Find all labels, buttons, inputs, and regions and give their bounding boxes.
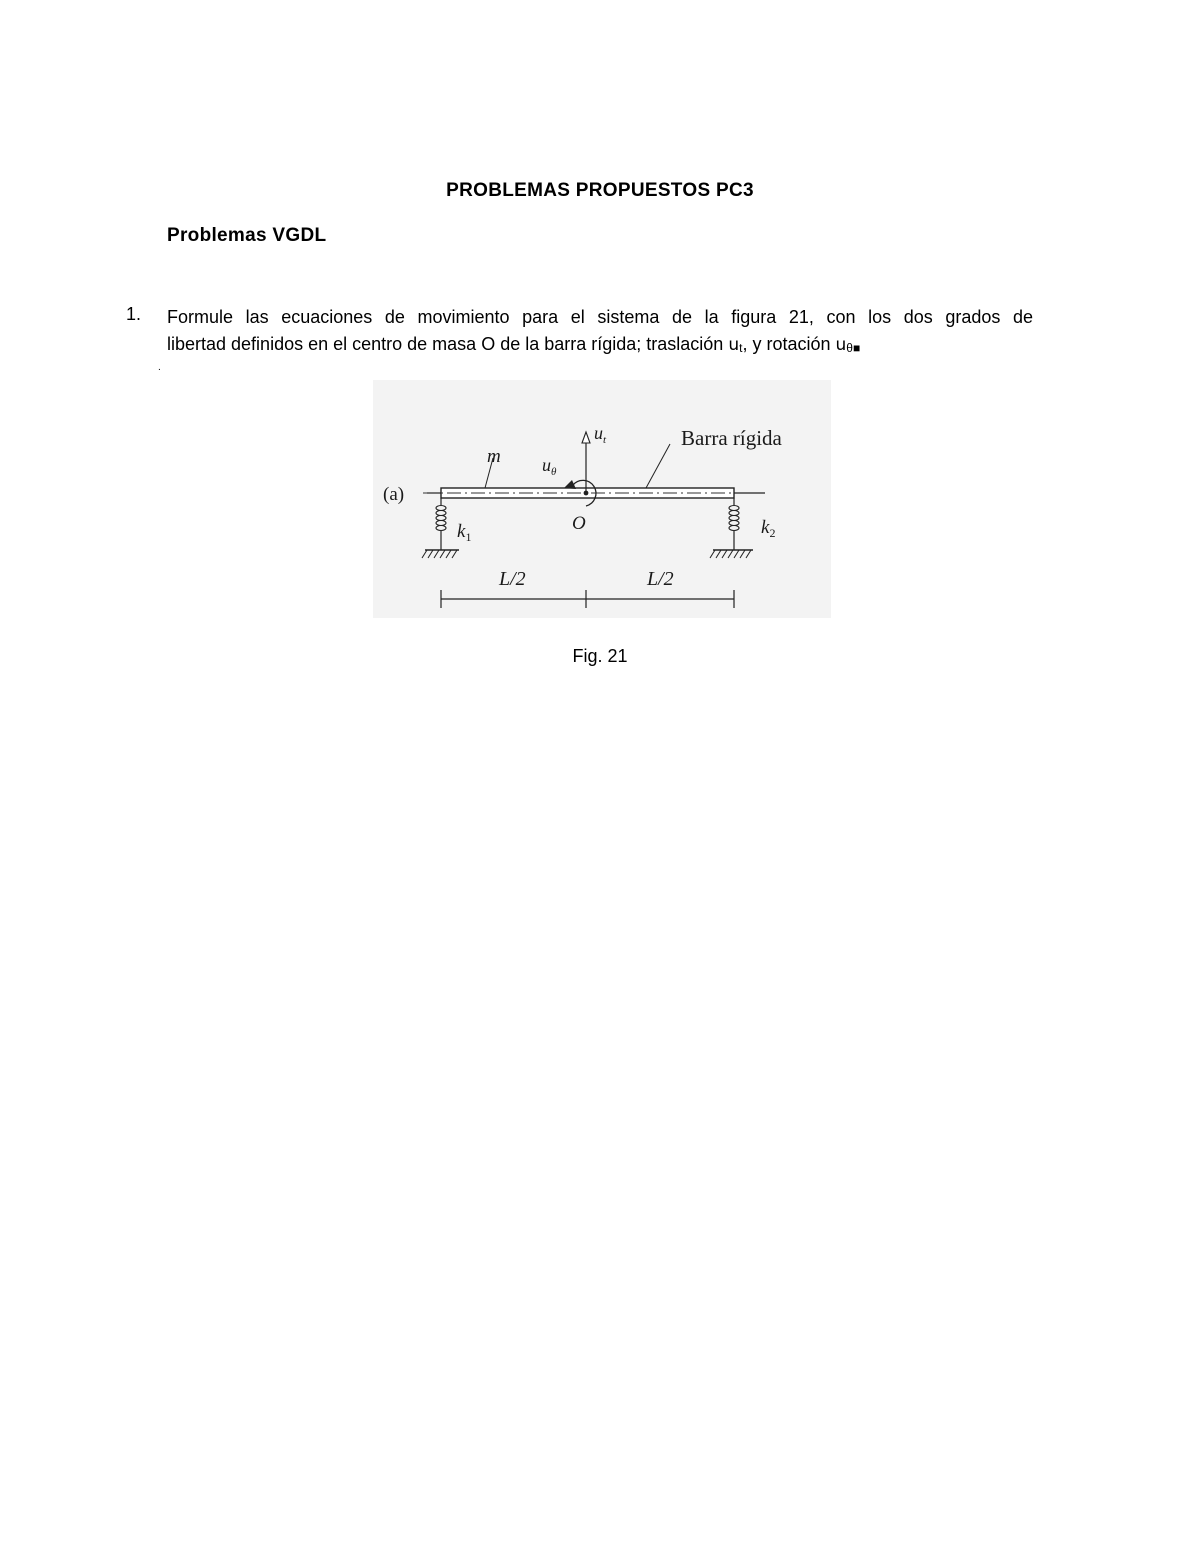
- label-k1-main: k: [457, 521, 466, 542]
- spring-k1: [422, 498, 459, 558]
- problem-line-2-part-a: libertad definidos en el centro de masa O de la barra rígida; traslación: [167, 334, 729, 354]
- u-symbol-rotation: u: [835, 335, 847, 355]
- label-k2: [761, 517, 775, 540]
- label-barra-rigida: Barra rígida: [681, 426, 782, 450]
- stray-dot: .: [158, 362, 161, 373]
- label-u-theta: [542, 455, 557, 478]
- label-k1-sub: 1: [465, 530, 472, 544]
- problem-line-2: [167, 331, 1033, 362]
- label-a: (a): [383, 484, 405, 505]
- ut-arrow: [582, 432, 590, 493]
- label-u-t: [594, 423, 607, 446]
- label-m: m: [487, 446, 501, 467]
- label-l2-right: L/2: [647, 568, 674, 590]
- dimension-line: [441, 590, 734, 608]
- beam-diagram: [373, 380, 831, 618]
- page-title: PROBLEMAS PROPUESTOS PC3: [446, 180, 754, 201]
- u-symbol-translation: u: [728, 335, 740, 355]
- label-u-t-sub: t: [603, 434, 607, 446]
- figure-caption: Fig. 21: [572, 646, 628, 666]
- section-subtitle: Problemas VGDL: [167, 225, 327, 246]
- label-O: O: [572, 513, 586, 534]
- label-u-theta-sub: θ: [551, 466, 557, 478]
- label-k2-main: k: [761, 517, 770, 538]
- spring-k2: [710, 498, 753, 558]
- label-u-t-main: u: [594, 423, 603, 443]
- subscript-theta: θ: [846, 341, 853, 355]
- subscript-t: t: [739, 341, 743, 355]
- problem-statement: [167, 304, 1033, 362]
- label-k2-sub: 2: [769, 526, 776, 540]
- problem-number: 1.: [126, 304, 142, 324]
- end-mark: ■: [852, 341, 861, 355]
- problem-line-2-part-b: , y rotación: [742, 334, 836, 354]
- label-k1: [457, 521, 471, 544]
- leader-bar: [646, 444, 670, 488]
- label-u-theta-main: u: [542, 455, 551, 475]
- figure-21: [373, 380, 831, 618]
- problem-line-1: Formule las ecuaciones de movimiento para el sistema de la figura 21, con los dos grados de: [167, 307, 1033, 327]
- label-l2-left: L/2: [499, 568, 526, 590]
